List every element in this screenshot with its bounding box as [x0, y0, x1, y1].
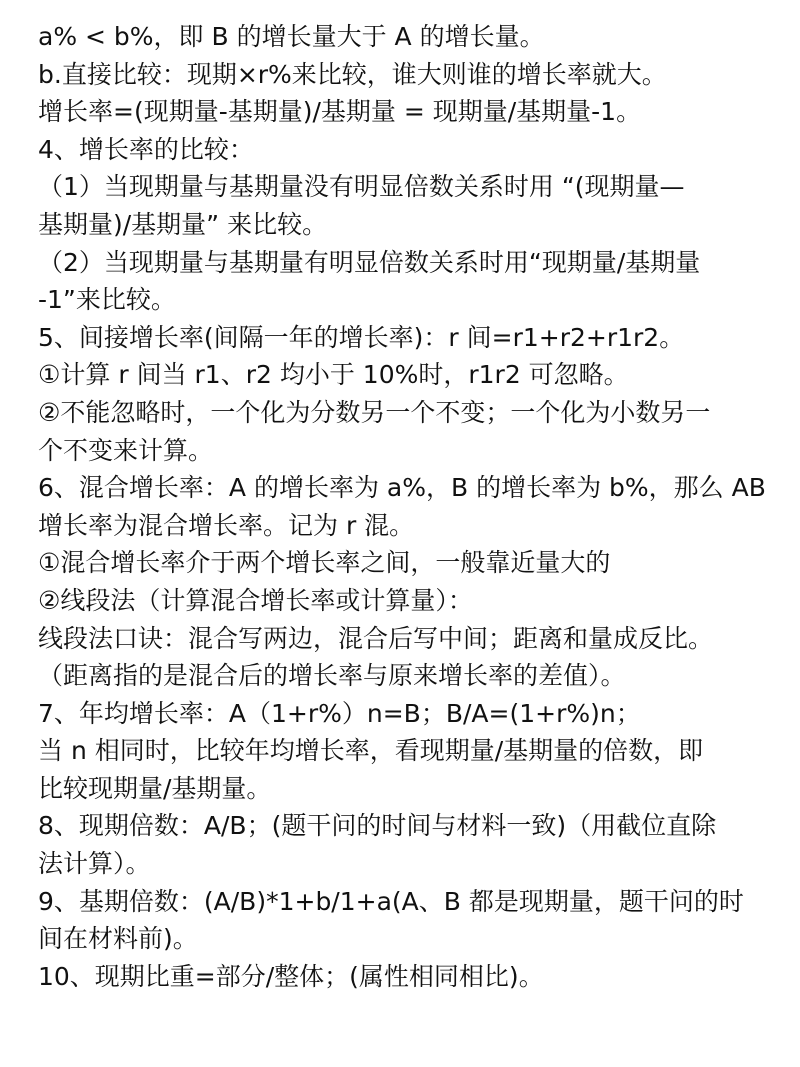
- text-line: b.直接比较：现期×r%来比较，谁大则谁的增长率就大。: [38, 59, 667, 89]
- text-line: ②线段法（计算混合增长率或计算量）：: [38, 585, 473, 615]
- text-line: a% < b%，即 B 的增长量大于 A 的增长量。: [38, 22, 545, 51]
- text-line: （距离指的是混合后的增长率与原来增长率的差值）。: [38, 661, 626, 691]
- text-line: ①混合增长率介于两个增长率之间，一般靠近量大的: [38, 548, 611, 578]
- section-heading: 8、现期倍数：A/B；(题干问的时间与材料一致)（用截位直除: [38, 811, 717, 841]
- text-line: 法计算）。: [38, 849, 151, 879]
- text-line: （2）当现期量与基期量有明显倍数关系时用“现期量/基期量: [38, 247, 701, 277]
- section-heading: 10、现期比重=部分/整体；(属性相同相比)。: [38, 961, 544, 991]
- section-heading: 4、增长率的比较：: [38, 134, 254, 164]
- text-line: 基期量)/基期量” 来比较。: [38, 209, 328, 239]
- section-heading: 6、混合增长率：A 的增长率为 a%，B 的增长率为 b%，那么 AB: [38, 473, 766, 503]
- document-page: [38, 18, 778, 995]
- text-line: （1）当现期量与基期量没有明显倍数关系时用 “(现期量—: [38, 172, 685, 202]
- section-heading: 9、基期倍数：(A/B)*1+b/1+a(A、B 都是现期量，题干问的时: [38, 886, 744, 916]
- text-line: 比较现期量/基期量。: [38, 773, 272, 803]
- text-line: ①计算 r 间当 r1、r2 均小于 10%时，r1r2 可忽略。: [38, 360, 629, 390]
- text-line: 个不变来计算。: [38, 435, 214, 465]
- section-heading: 7、年均增长率：A（1+r%）n=B；B/A=(1+r%)n；: [38, 698, 641, 728]
- text-line: ②不能忽略时，一个化为分数另一个不变；一个化为小数另一: [38, 397, 711, 427]
- text-line: 增长率为混合增长率。记为 r 混。: [38, 510, 415, 540]
- section-heading: 5、间接增长率(间隔一年的增长率)：r 间=r1+r2+r1r2。: [38, 322, 685, 352]
- text-line: -1”来比较。: [38, 285, 176, 315]
- text-line: 线段法口诀：混合写两边，混合后写中间；距离和量成反比。: [38, 623, 714, 653]
- text-line: 当 n 相同时，比较年均增长率，看现期量/基期量的倍数，即: [38, 736, 704, 766]
- text-line: 间在材料前)。: [38, 924, 198, 954]
- text-line: 增长率=(现期量-基期量)/基期量 = 现期量/基期量-1。: [38, 97, 642, 127]
